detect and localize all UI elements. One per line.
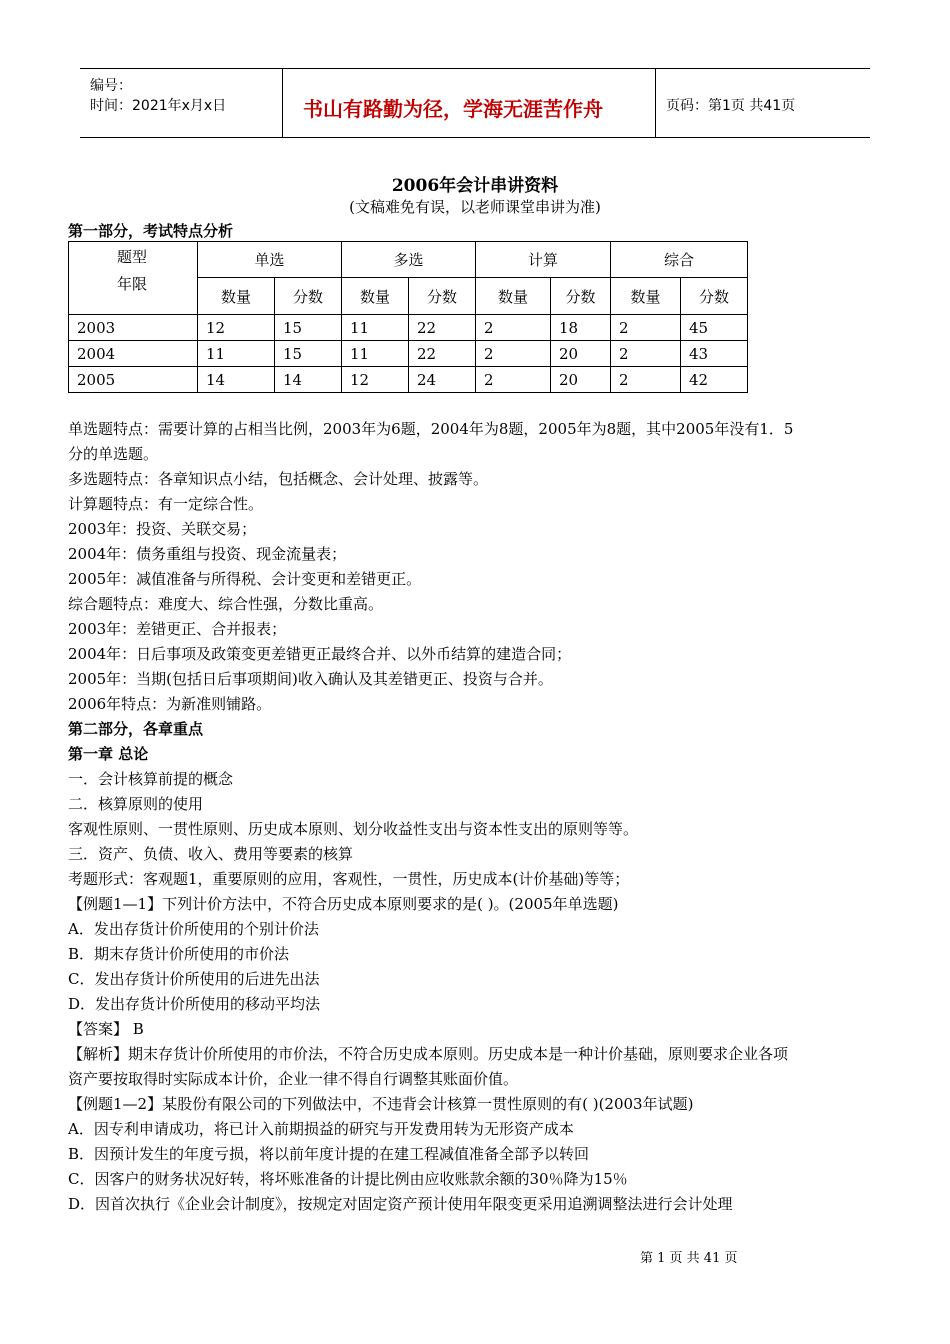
sub-header: 分数 xyxy=(409,278,476,315)
chapter1-heading: 第一章 总论 xyxy=(68,745,149,763)
table-cell: 11 xyxy=(342,315,409,341)
option-b: B．因预计发生的年度亏损，将以前年度计提的在建工程减值准备全部予以转回 xyxy=(68,1145,590,1163)
table-cell: 20 xyxy=(551,367,611,393)
option-a: A．因专利申请成功，将已计入前期损益的研究与开发费用转为无形资产成本 xyxy=(68,1120,574,1138)
sub-header: 分数 xyxy=(275,278,342,315)
table-cell: 20 xyxy=(551,341,611,367)
analysis-cont: 资产要按取得时实际成本计价，企业一律不得自行调整其账面价值。 xyxy=(68,1070,519,1088)
document-title: 2006年会计串讲资料 xyxy=(391,176,559,196)
year-cell: 2005 xyxy=(69,367,198,393)
header-page-info xyxy=(656,69,870,137)
motto-text: 书山有路勤为径，学海无涯苦作舟 xyxy=(303,97,603,121)
table-cell: 24 xyxy=(409,367,476,393)
sub-header: 数量 xyxy=(198,278,275,315)
calc-2004: 2004年：债务重组与投资、现金流量表； xyxy=(68,545,347,563)
body-text xyxy=(68,417,883,1217)
header-group-single: 单选 xyxy=(198,242,342,278)
year-cell: 2004 xyxy=(69,341,198,367)
sub-header: 分数 xyxy=(551,278,611,315)
option-c: C．因客户的财务状况好转，将坏账准备的计提比例由应收账款余额的30％降为15％ xyxy=(68,1170,628,1188)
corner-bottom-label: 年限 xyxy=(117,275,148,293)
single-choice-features: 单选题特点：需要计算的占相当比例，2003年为6题，2004年为8题，2005年为8题，其中2005年没有1．5 xyxy=(68,420,794,438)
table-cell: 2 xyxy=(611,341,681,367)
date-label: 时间：2021年x月x日 xyxy=(90,98,227,114)
option-d: D．发出存货计价所使用的移动平均法 xyxy=(68,995,321,1013)
sub-header: 数量 xyxy=(476,278,551,315)
table-cell: 45 xyxy=(681,315,748,341)
table-cell: 43 xyxy=(681,341,748,367)
table-cell: 2 xyxy=(476,367,551,393)
table-cell: 2 xyxy=(611,315,681,341)
calculation-features: 计算题特点：有一定综合性。 xyxy=(68,495,264,513)
part2-heading: 第二部分，各章重点 xyxy=(68,720,204,738)
multiple-choice-features: 多选题特点：各章知识点小结，包括概念、会计处理、披露等。 xyxy=(68,470,489,488)
sub-header: 分数 xyxy=(681,278,748,315)
comp-2004: 2004年：日后事项及政策变更差错更正最终合并、以外币结算的建造合同； xyxy=(68,645,572,663)
comp-2003: 2003年：差错更正、合并报表； xyxy=(68,620,287,638)
table-cell: 12 xyxy=(342,367,409,393)
comp-2005: 2005年：当期(包括日后事项期间)收入确认及其差错更正、投资与合并。 xyxy=(68,670,553,688)
header-meta xyxy=(80,69,283,137)
year-cell: 2003 xyxy=(69,315,198,341)
table-cell: 18 xyxy=(551,315,611,341)
principles-list: 客观性原则、一贯性原则、历史成本原则、划分收益性支出与资本性支出的原则等等。 xyxy=(68,820,639,838)
header-group-multiple: 多选 xyxy=(342,242,476,278)
option-a: A．发出存货计价所使用的个别计价法 xyxy=(68,920,319,938)
table-cell: 42 xyxy=(681,367,748,393)
table-cell: 14 xyxy=(275,367,342,393)
table-row xyxy=(69,367,748,393)
table-row xyxy=(69,315,748,341)
table-cell: 2 xyxy=(476,341,551,367)
section-2: 二．核算原则的使用 xyxy=(68,795,204,813)
page-header xyxy=(80,68,870,138)
table-cell: 11 xyxy=(198,341,275,367)
features-2006: 2006年特点：为新准则铺路。 xyxy=(68,695,272,713)
example-1-2: 【例题1—2】某股份有限公司的下列做法中，不违背会计核算一贯性原则的有( )(2003年试题) xyxy=(68,1095,694,1113)
comprehensive-features: 综合题特点：难度大、综合性强，分数比重高。 xyxy=(68,595,384,613)
table-cell: 15 xyxy=(275,341,342,367)
table-cell: 11 xyxy=(342,341,409,367)
table-cell: 2 xyxy=(611,367,681,393)
table-row xyxy=(69,341,748,367)
page-footer: 第 1 页 共 41 页 xyxy=(640,1251,738,1266)
table-cell: 22 xyxy=(409,341,476,367)
section-3: 三．资产、负债、收入、费用等要素的核算 xyxy=(68,845,354,863)
header-group-comprehensive: 综合 xyxy=(611,242,748,278)
table-cell: 12 xyxy=(198,315,275,341)
single-choice-features-cont: 分的单选题。 xyxy=(68,445,159,463)
option-b: B．期末存货计价所使用的市价法 xyxy=(68,945,290,963)
sub-header: 数量 xyxy=(611,278,681,315)
code-label: 编号： xyxy=(90,78,132,94)
table-cell: 2 xyxy=(476,315,551,341)
calc-2003: 2003年：投资、关联交易； xyxy=(68,520,257,538)
option-d: D．因首次执行《企业会计制度》，按规定对固定资产预计使用年限变更采用追溯调整法进行会计处理 xyxy=(68,1195,733,1213)
part1-heading: 第一部分，考试特点分析 xyxy=(68,222,234,240)
document-subtitle: (文稿难免有误，以老师课堂串讲为准) xyxy=(349,198,601,216)
exam-stats-table xyxy=(68,241,748,393)
corner-top-label: 题型 xyxy=(117,248,148,266)
table-cell: 15 xyxy=(275,315,342,341)
question-format: 考题形式：客观题1，重要原则的应用，客观性，一贯性，历史成本(计价基础)等等； xyxy=(68,870,630,888)
table-cell: 22 xyxy=(409,315,476,341)
answer: 【答案】 B xyxy=(68,1020,144,1038)
table-corner xyxy=(69,242,198,315)
header-motto xyxy=(283,69,656,137)
analysis: 【解析】期末存货计价所使用的市价法，不符合历史成本原则。历史成本是一种计价基础，原则要求企业各项 xyxy=(68,1045,789,1063)
calc-2005: 2005年：减值准备与所得税、会计变更和差错更正。 xyxy=(68,570,422,588)
option-c: C．发出存货计价所使用的后进先出法 xyxy=(68,970,320,988)
page-info-text: 页码：第1页 共41页 xyxy=(666,98,796,114)
sub-header: 数量 xyxy=(342,278,409,315)
header-group-calc: 计算 xyxy=(476,242,611,278)
example-1-1: 【例题1—1】下列计价方法中，不符合历史成本原则要求的是( )。(2005年单选题) xyxy=(68,895,619,913)
table-cell: 14 xyxy=(198,367,275,393)
section-1: 一．会计核算前提的概念 xyxy=(68,770,234,788)
